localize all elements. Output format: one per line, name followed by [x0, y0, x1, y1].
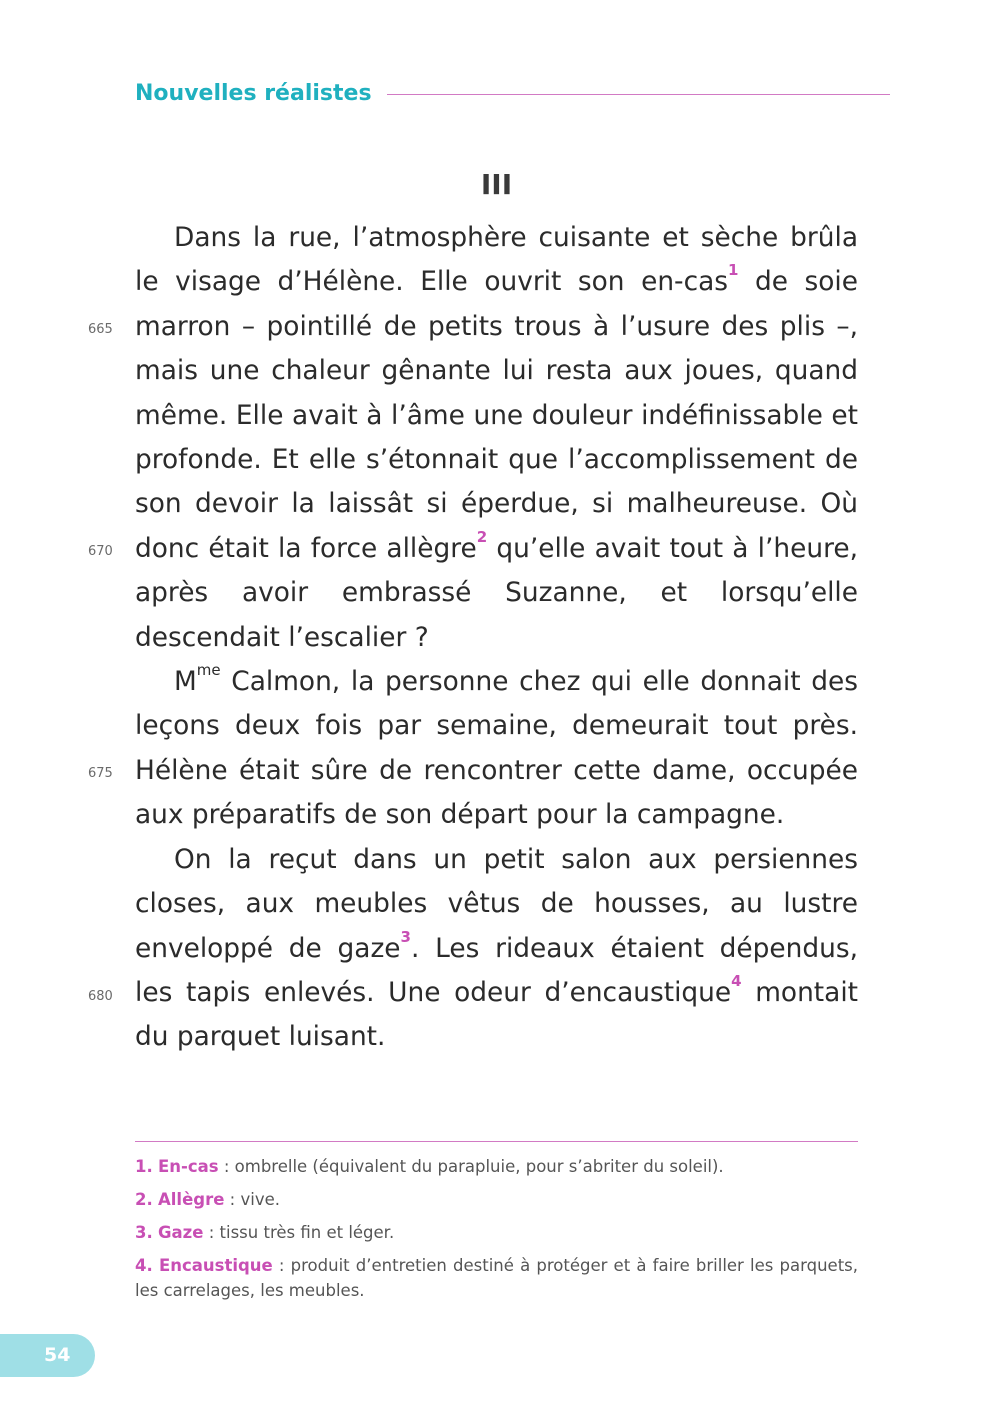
page-number: 54 [44, 1344, 71, 1366]
running-header [135, 78, 890, 112]
footnote [135, 1220, 858, 1245]
text-run: On la reçut dans un petit salon aux persiennes closes, aux meubles vêtus de housses, au lustre enveloppé de gaze [135, 843, 858, 964]
footnote-text: : tissu très fin et léger. [203, 1223, 395, 1242]
footnotes-rule [135, 1141, 858, 1142]
line-number: 680 [88, 989, 113, 1004]
footnote-ref: 1 [728, 261, 739, 280]
footnote-ref: 2 [476, 527, 488, 546]
footnote-term: Gaze [158, 1223, 204, 1242]
text-run: M [174, 666, 197, 698]
footnote-text: : vive. [224, 1190, 280, 1209]
footnote [135, 1187, 858, 1212]
footnote-term: Allègre [158, 1190, 225, 1209]
footnote [135, 1253, 858, 1303]
text-run: . Les rideaux étaient dépendus, les tapis enlevés. Une odeur d’encaustique [135, 932, 858, 1008]
text-run: Dans la rue, l’atmosphère cuisante et sèche brûla le visage d’Hélène. Elle ouvrit son en-cas [135, 222, 858, 298]
text-run: montait du parquet luisant. [135, 976, 858, 1053]
footnote-term: Encaustique [158, 1256, 273, 1275]
page-number-tab [0, 1334, 95, 1377]
footnote-term: En-cas [158, 1157, 219, 1176]
paragraph [135, 838, 858, 1060]
abbreviation-superscript: me [196, 661, 221, 680]
paragraph [135, 660, 858, 838]
footnotes [135, 1154, 858, 1311]
text-run: de soie marron – pointillé de petits trous à l’usure des plis –, mais une chaleur gênante lui resta aux joues, quand même. Elle avait à l’âme une douleur indéfinissable et profonde. Et elle s’étonnait que l’accomplissement de son devoir la laissât si éperdue, si malheureuse. Où donc était la force allègre [135, 266, 858, 564]
footnote-number: 3. [135, 1223, 153, 1242]
paragraph [135, 216, 858, 660]
text-run: qu’elle avait tout à l’heure, après avoir embrassé Suzanne, et lorsqu’elle descendait l’escalier ? [135, 532, 858, 653]
footnote-ref: 3 [400, 927, 411, 946]
running-header-title: Nouvelles réalistes [135, 81, 372, 106]
footnote-number: 1. [135, 1157, 153, 1176]
footnote [135, 1154, 858, 1179]
header-rule [387, 94, 890, 95]
footnote-text: : ombrelle (équivalent du parapluie, pour s’abriter du soleil). [218, 1157, 724, 1176]
line-number: 670 [88, 544, 113, 559]
text-run: Calmon, la personne chez qui elle donnait des leçons deux fois par semaine, demeurait tout près. Hélène était sûre de rencontrer cette dame, occupée aux préparatifs de son départ pour la campagne. [135, 666, 858, 831]
body-text [135, 216, 858, 1060]
footnote-ref: 4 [731, 971, 742, 990]
line-number: 665 [88, 322, 113, 337]
footnote-text: : produit d’entretien destiné à protéger et à faire briller les parquets, les carrelages, les meubles. [135, 1256, 859, 1300]
footnote-number: 4. [135, 1256, 153, 1275]
footnote-number: 2. [135, 1190, 153, 1209]
line-number: 675 [88, 766, 113, 781]
chapter-number: III [480, 168, 513, 201]
